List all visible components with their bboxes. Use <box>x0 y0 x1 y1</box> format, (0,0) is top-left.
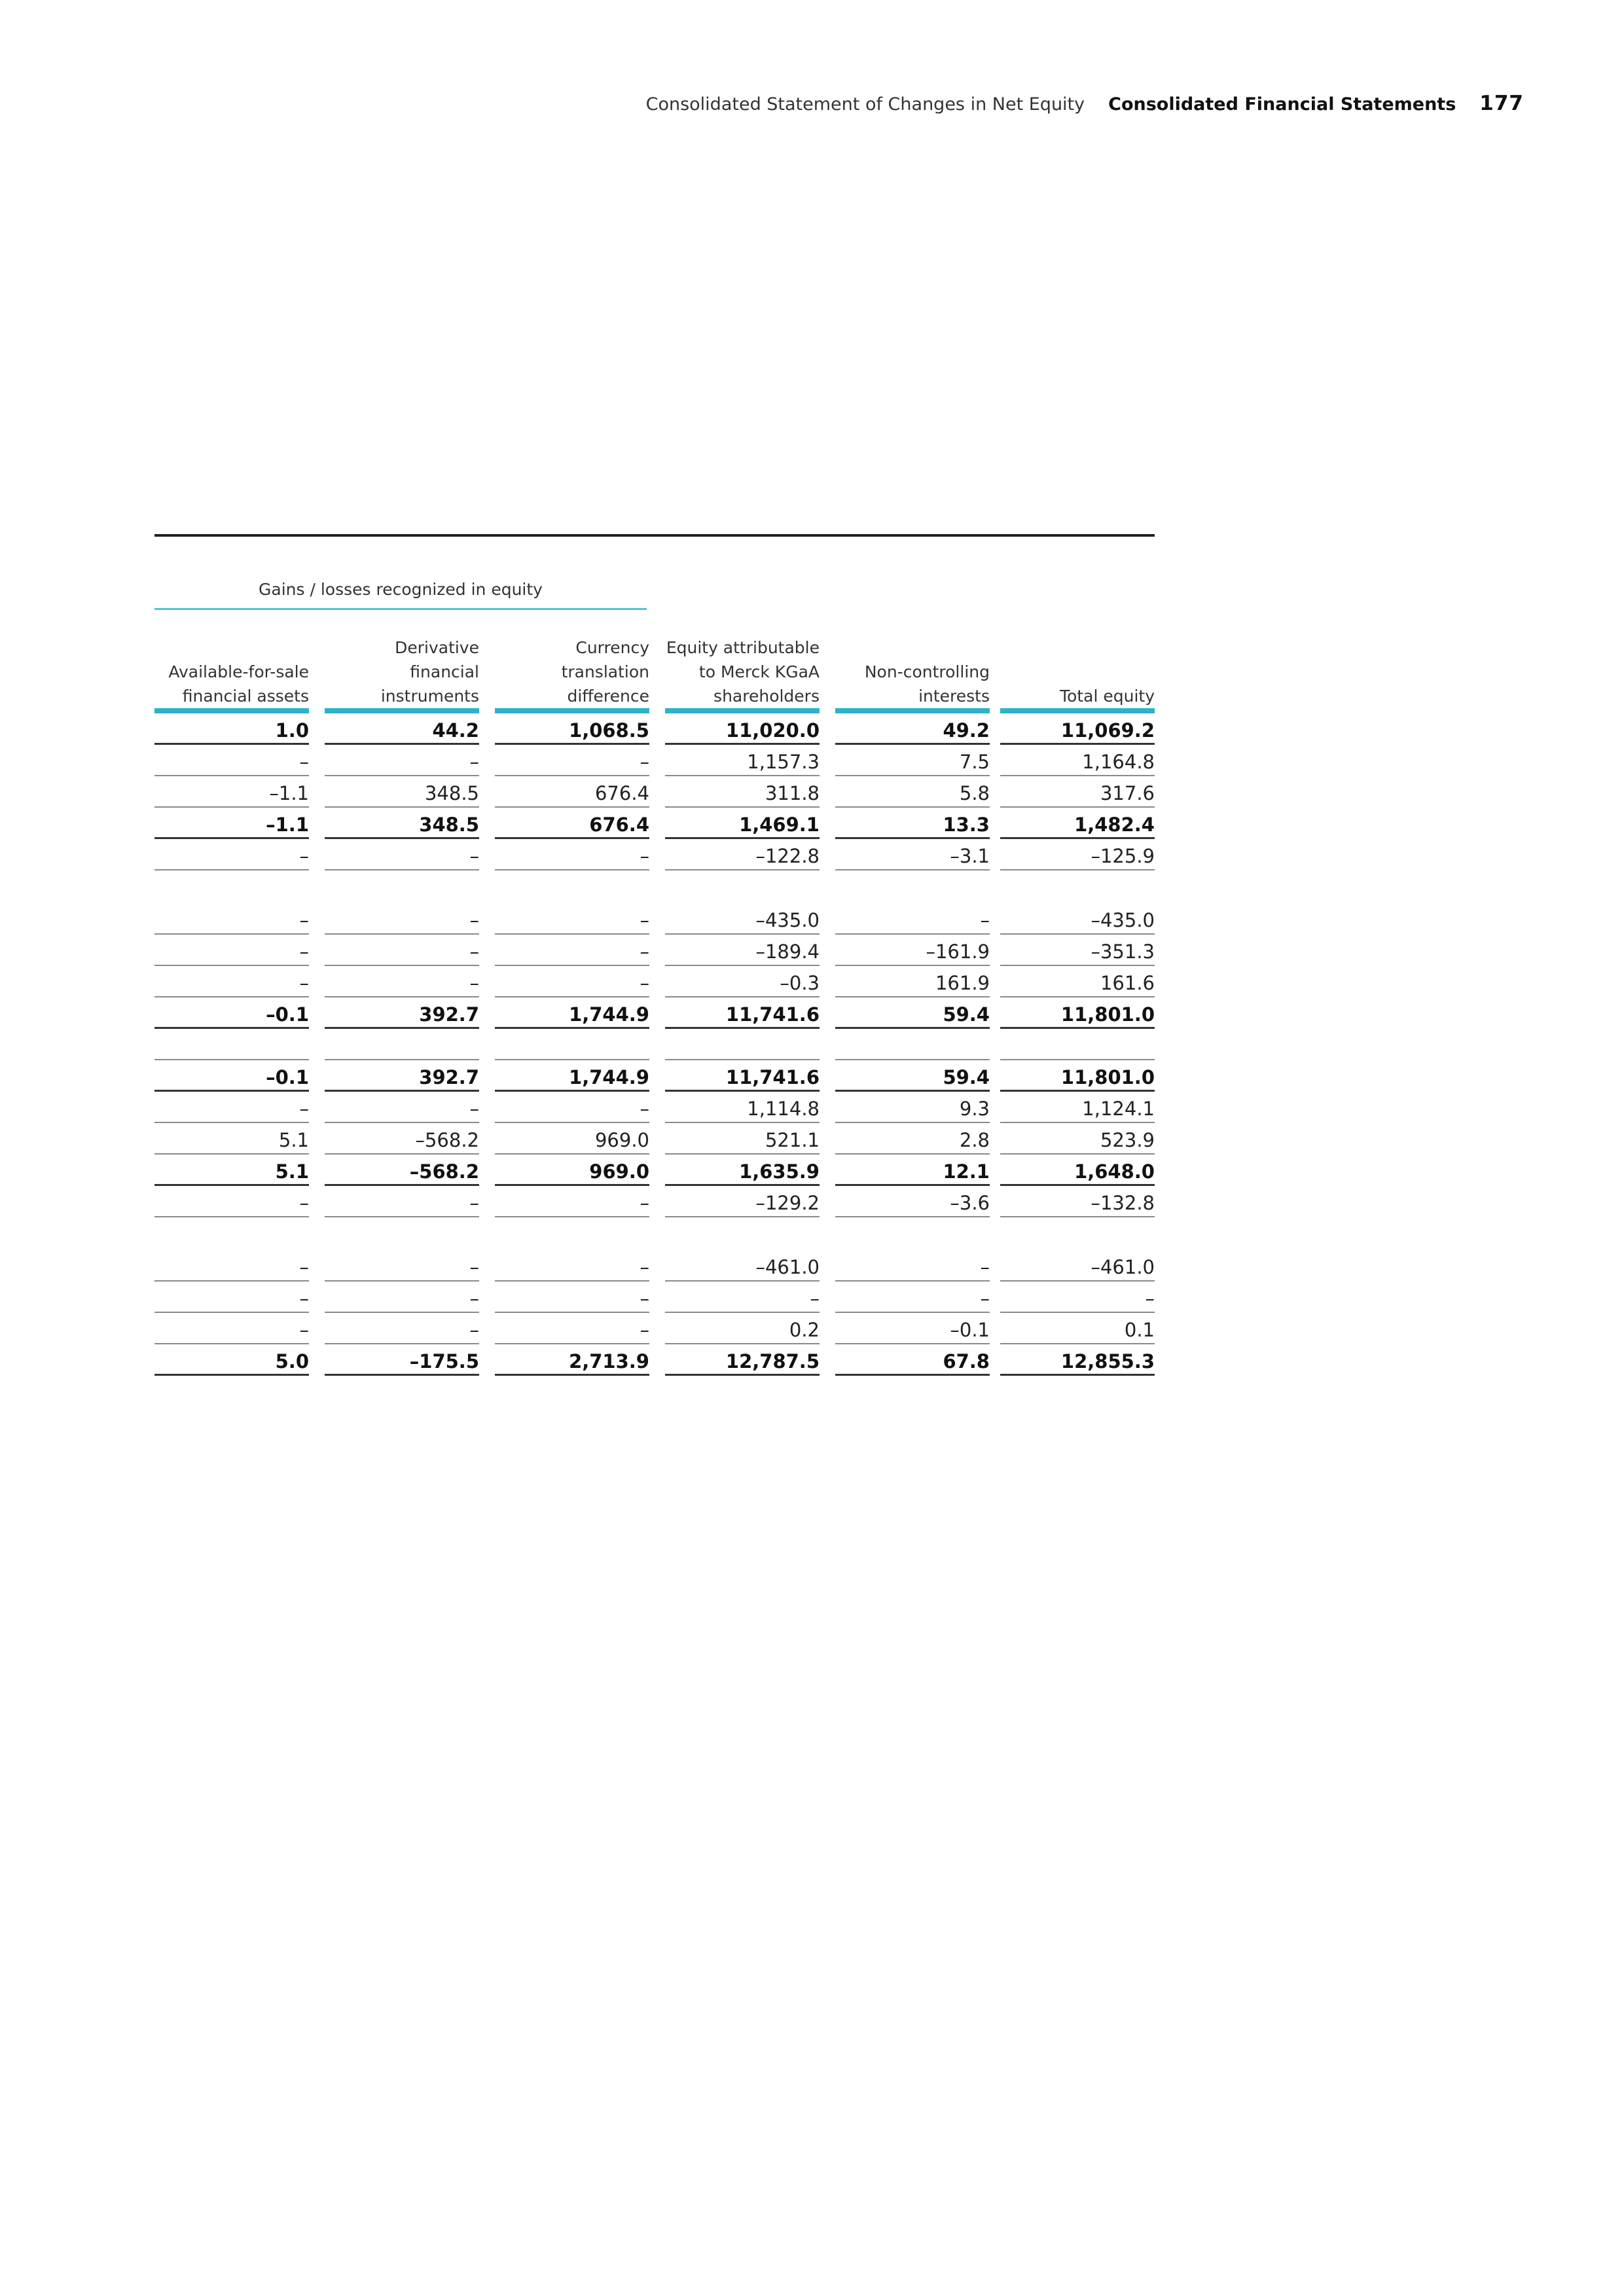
table-cell: 11,069.2 <box>1000 713 1155 745</box>
table-cell <box>665 1029 820 1060</box>
table-cell: –461.0 <box>665 1217 820 1282</box>
column-header-line: to Merck KGaA <box>698 662 820 681</box>
table-cell: 348.5 <box>325 808 479 839</box>
table-cell: – <box>495 839 649 870</box>
chapter-title: Consolidated Financial Statements <box>1108 94 1456 115</box>
table-cell: –161.9 <box>835 935 990 966</box>
table-cell: – <box>495 1282 649 1313</box>
table-cell: 67.8 <box>835 1344 990 1376</box>
table-cell: 348.5 <box>325 776 479 808</box>
table-cell: 1,068.5 <box>495 713 649 745</box>
table-cell: 5.8 <box>835 776 990 808</box>
table-cell <box>325 1029 479 1060</box>
table-cell: –1.1 <box>154 808 309 839</box>
table-cell: –122.8 <box>665 839 820 870</box>
table-cell: – <box>154 1282 309 1313</box>
table-cell: 392.7 <box>325 1060 479 1092</box>
table-cell: –129.2 <box>665 1186 820 1217</box>
table-cell: – <box>835 870 990 935</box>
table-cell: 2.8 <box>835 1123 990 1155</box>
table-cell: 2,713.9 <box>495 1344 649 1376</box>
table-cell: – <box>1000 1282 1155 1313</box>
table-cell: – <box>325 935 479 966</box>
table-cell: –435.0 <box>665 870 820 935</box>
table-cell: –1.1 <box>154 776 309 808</box>
table-cell: 1,157.3 <box>665 745 820 776</box>
table-cell: 392.7 <box>325 997 479 1029</box>
table-cell: 161.6 <box>1000 966 1155 997</box>
table-cell: – <box>325 966 479 997</box>
table-cell: – <box>495 745 649 776</box>
table-cell: – <box>154 870 309 935</box>
table-cell: 12,787.5 <box>665 1344 820 1376</box>
table-cell: –125.9 <box>1000 839 1155 870</box>
table-cell: 521.1 <box>665 1123 820 1155</box>
table-cell: – <box>325 870 479 935</box>
table-cell: – <box>835 1217 990 1282</box>
column-header <box>325 632 479 713</box>
table-cell: –3.6 <box>835 1186 990 1217</box>
column-header-line: Derivative <box>395 638 479 657</box>
column-header <box>835 632 990 713</box>
table-cell: – <box>154 1313 309 1344</box>
table-cell: 11,741.6 <box>665 1060 820 1092</box>
table-cell: 676.4 <box>495 808 649 839</box>
table-cell: 1,744.9 <box>495 997 649 1029</box>
table-cell: 13.3 <box>835 808 990 839</box>
table-cell: – <box>495 1092 649 1123</box>
table-cell: 11,801.0 <box>1000 1060 1155 1092</box>
table-cell: 12,855.3 <box>1000 1344 1155 1376</box>
table-cell: 5.0 <box>154 1344 309 1376</box>
column-header-line: Non-controlling <box>864 662 990 681</box>
table-cell: 9.3 <box>835 1092 990 1123</box>
column-header-line: difference <box>567 687 649 706</box>
group-header-gains-losses: Gains / losses recognized in equity <box>154 580 647 610</box>
table-cell: – <box>495 870 649 935</box>
table-cell: –0.1 <box>154 997 309 1029</box>
table-cell: – <box>154 839 309 870</box>
table-cell: – <box>835 1282 990 1313</box>
table-cell: 11,020.0 <box>665 713 820 745</box>
table-cell: – <box>325 1217 479 1282</box>
table-cell: – <box>495 1313 649 1344</box>
table-cell <box>835 1029 990 1060</box>
table-cell: – <box>325 1313 479 1344</box>
column-header <box>154 632 309 713</box>
column-header-line: interests <box>918 687 990 706</box>
table-cell: 0.1 <box>1000 1313 1155 1344</box>
table-cell: 1,744.9 <box>495 1060 649 1092</box>
table-cell: 161.9 <box>835 966 990 997</box>
table-cell: –0.1 <box>154 1060 309 1092</box>
table-cell: –568.2 <box>325 1123 479 1155</box>
table-cell: – <box>154 1092 309 1123</box>
table-cell: 5.1 <box>154 1123 309 1155</box>
table-cell: 59.4 <box>835 1060 990 1092</box>
column-header-line: Currency <box>575 638 649 657</box>
table-cell: –0.1 <box>835 1313 990 1344</box>
table-cell: 523.9 <box>1000 1123 1155 1155</box>
table-cell: 969.0 <box>495 1123 649 1155</box>
column-equity-attributable-to-merck <box>665 632 820 1376</box>
column-total-equity <box>1000 632 1155 1376</box>
table-cell <box>154 1029 309 1060</box>
table-cell: – <box>154 1217 309 1282</box>
table-cell: 1,648.0 <box>1000 1155 1155 1186</box>
table-cell: 11,741.6 <box>665 997 820 1029</box>
column-header-line: Total equity <box>1060 687 1155 706</box>
table-top-rule <box>154 534 1155 537</box>
table-cell: 1.0 <box>154 713 309 745</box>
table-cell: –568.2 <box>325 1155 479 1186</box>
table-cell: 59.4 <box>835 997 990 1029</box>
table-cell: – <box>154 966 309 997</box>
table-cell: 311.8 <box>665 776 820 808</box>
table-cell: – <box>325 1186 479 1217</box>
table-cell: –435.0 <box>1000 870 1155 935</box>
table-cell: –351.3 <box>1000 935 1155 966</box>
table-cell <box>1000 1029 1155 1060</box>
column-header <box>1000 632 1155 713</box>
table-cell: – <box>154 745 309 776</box>
table-cell: 12.1 <box>835 1155 990 1186</box>
running-header <box>646 92 1524 118</box>
table-cell: 1,635.9 <box>665 1155 820 1186</box>
column-header-line: Equity attributable <box>666 638 820 657</box>
table-cell: –461.0 <box>1000 1217 1155 1282</box>
column-currency-translation-difference <box>495 632 649 1376</box>
table-cell: 7.5 <box>835 745 990 776</box>
table-cell: 44.2 <box>325 713 479 745</box>
table-cell: – <box>495 1186 649 1217</box>
table-cell: – <box>495 935 649 966</box>
table-cell: –175.5 <box>325 1344 479 1376</box>
table-cell: 1,482.4 <box>1000 808 1155 839</box>
page-number: 177 <box>1479 92 1524 115</box>
table-cell: 1,164.8 <box>1000 745 1155 776</box>
table-cell: – <box>325 1282 479 1313</box>
table-cell <box>495 1029 649 1060</box>
table-cell: –0.3 <box>665 966 820 997</box>
column-header-line: Available-for-sale <box>168 662 309 681</box>
table-cell: 0.2 <box>665 1313 820 1344</box>
table-cell: –132.8 <box>1000 1186 1155 1217</box>
table-cell: – <box>495 966 649 997</box>
column-header <box>495 632 649 713</box>
table-cell: – <box>154 1186 309 1217</box>
table-cell: 1,114.8 <box>665 1092 820 1123</box>
table-cell: – <box>325 745 479 776</box>
column-header-line: shareholders <box>713 687 820 706</box>
table-cell: 317.6 <box>1000 776 1155 808</box>
column-header <box>665 632 820 713</box>
column-header-line: instruments <box>380 687 479 706</box>
table-cell: 969.0 <box>495 1155 649 1186</box>
table-cell: – <box>665 1282 820 1313</box>
table-cell: 1,469.1 <box>665 808 820 839</box>
table-cell: 676.4 <box>495 776 649 808</box>
table-cell: – <box>495 1217 649 1282</box>
column-header-line: translation <box>561 662 649 681</box>
table-cell: – <box>325 839 479 870</box>
column-header-line: financial <box>410 662 479 681</box>
table-cell: 49.2 <box>835 713 990 745</box>
table-cell: – <box>325 1092 479 1123</box>
column-header-line: financial assets <box>182 687 309 706</box>
table-cell: 1,124.1 <box>1000 1092 1155 1123</box>
table-cell: –189.4 <box>665 935 820 966</box>
column-derivative-financial-instruments <box>325 632 479 1376</box>
section-title: Consolidated Statement of Changes in Net Equity <box>645 94 1085 115</box>
table-cell: 5.1 <box>154 1155 309 1186</box>
column-available-for-sale <box>154 632 309 1376</box>
table-cell: –3.1 <box>835 839 990 870</box>
column-non-controlling-interests <box>835 632 990 1376</box>
table-cell: – <box>154 935 309 966</box>
table-cell: 11,801.0 <box>1000 997 1155 1029</box>
